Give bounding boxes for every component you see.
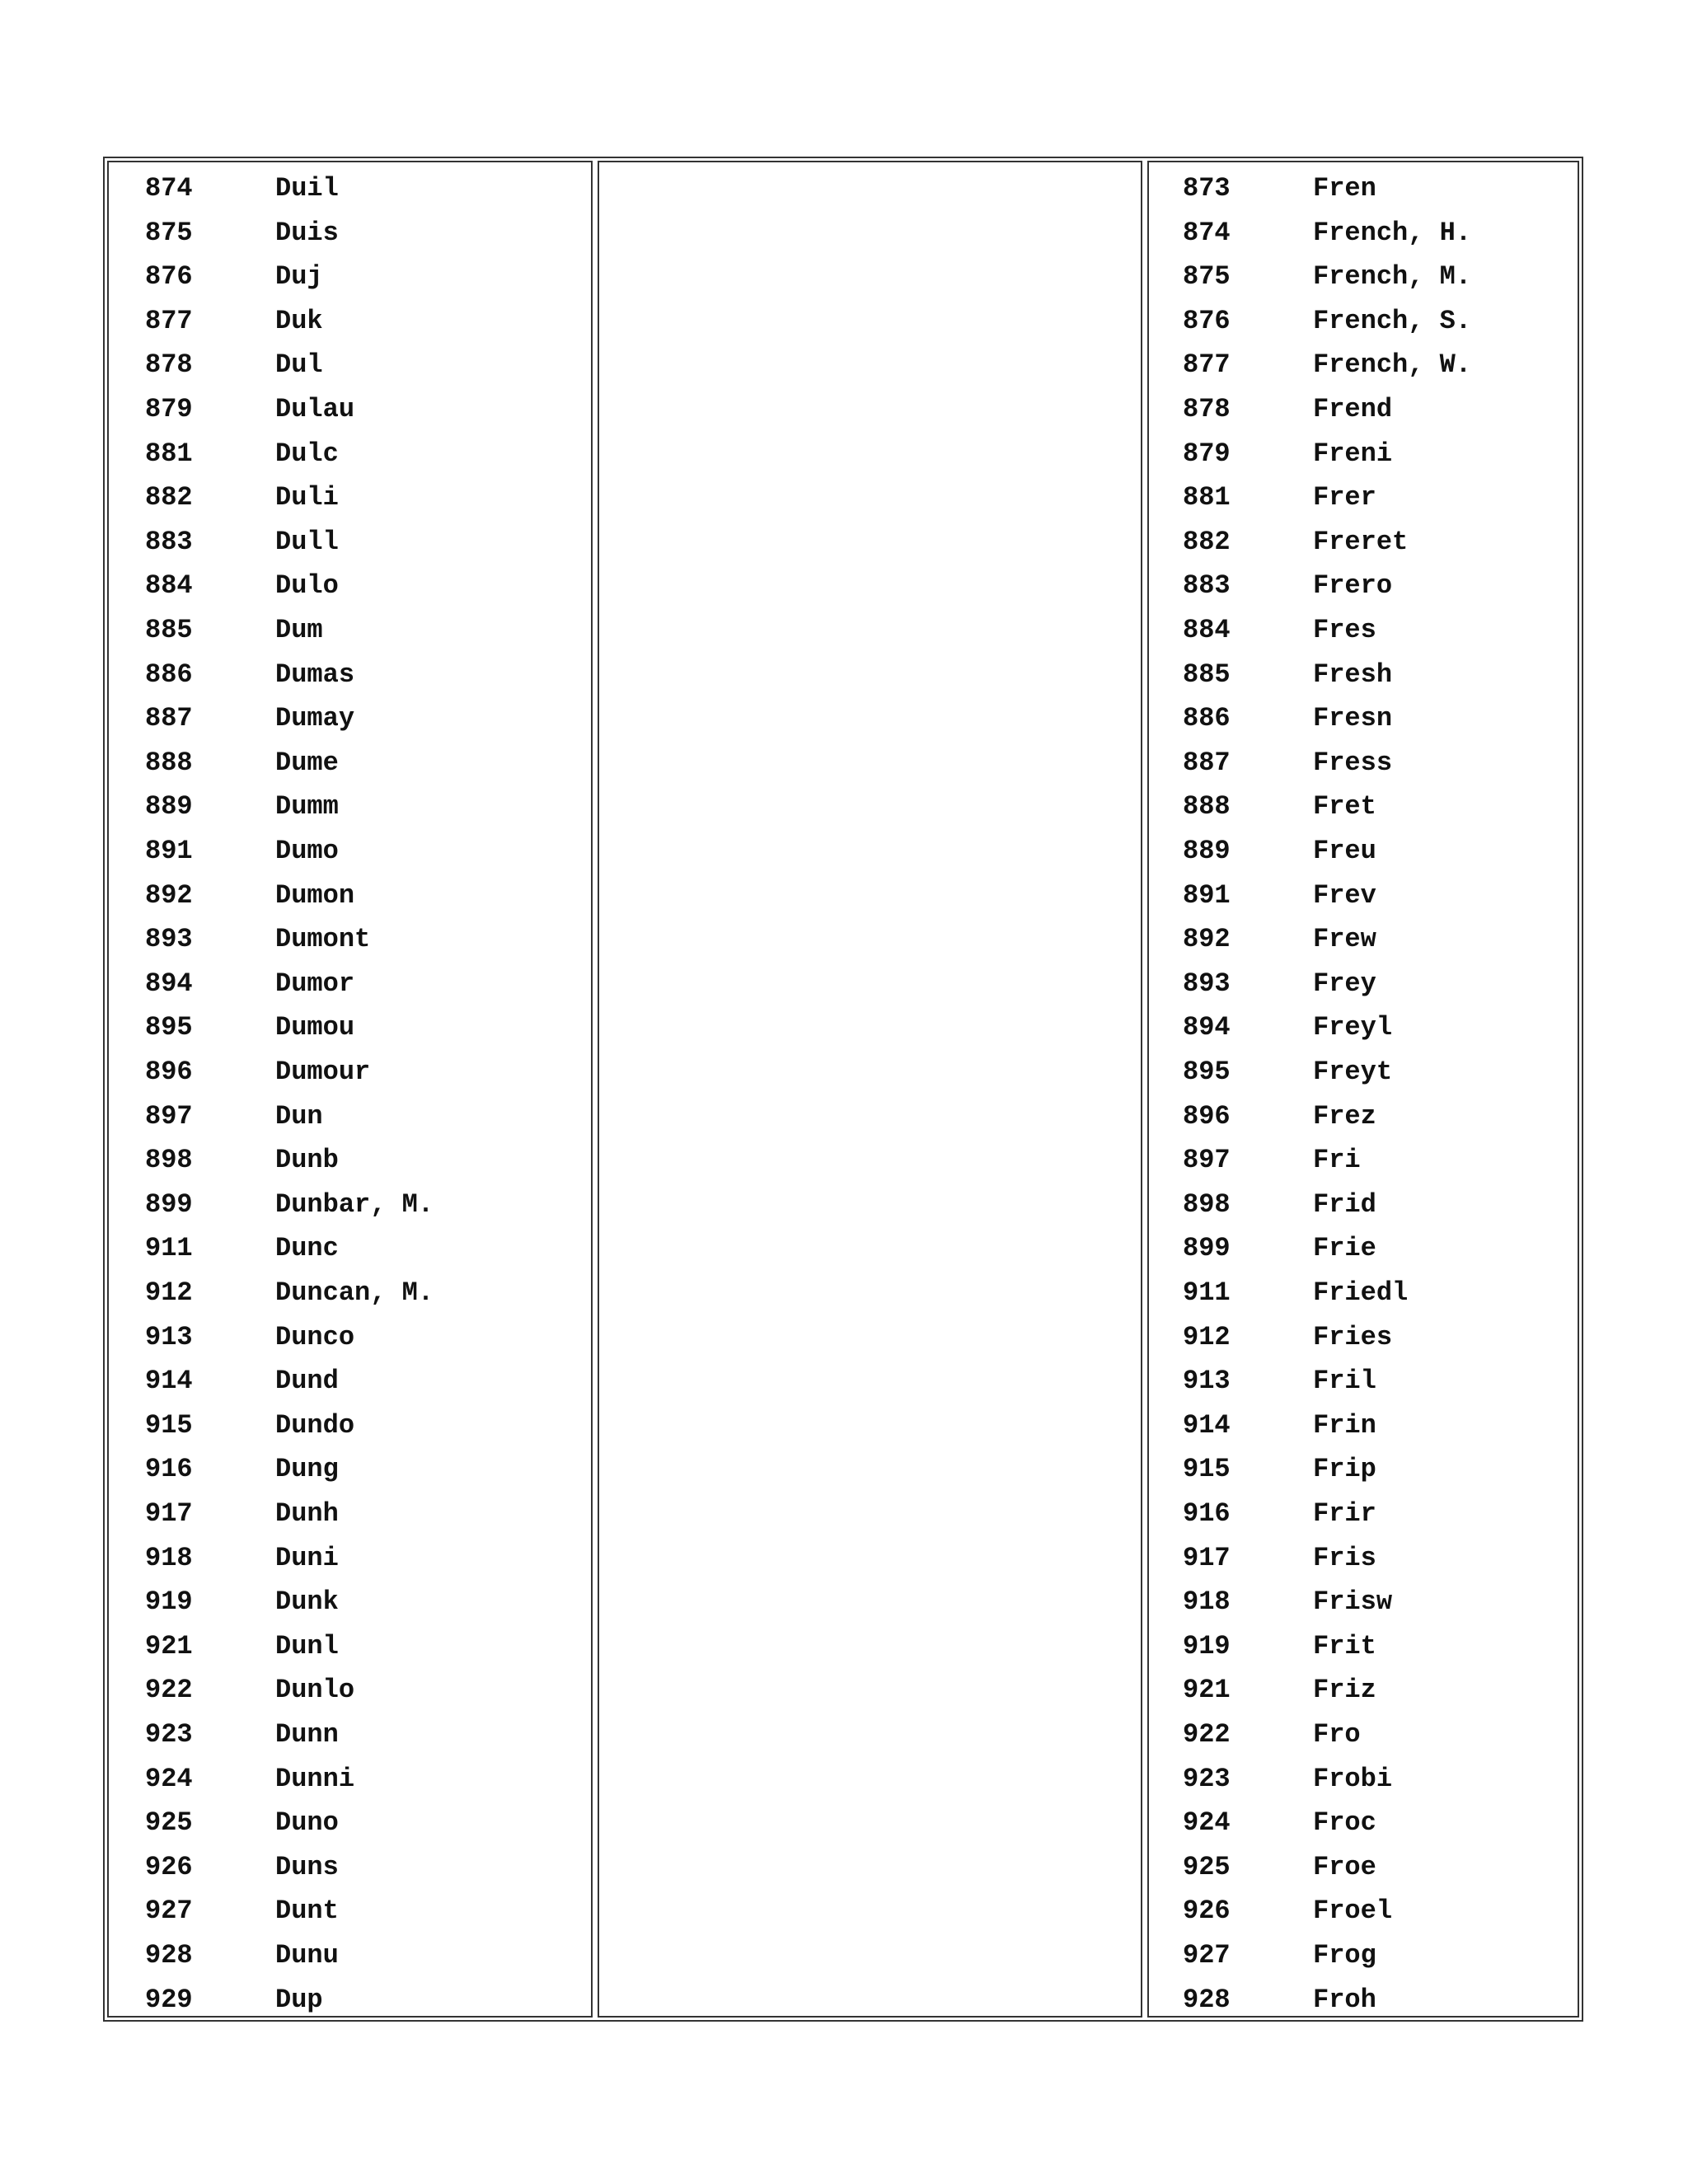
left-entry-row <box>145 432 539 476</box>
entry-number: 882 <box>1183 526 1231 557</box>
right-entry-row <box>1183 1005 1577 1050</box>
right-entry-row <box>1183 1271 1577 1315</box>
entry-name: Fret <box>1313 791 1376 823</box>
left-entry-row <box>145 1094 539 1139</box>
entry-number: 893 <box>1183 968 1231 999</box>
right-entry-row <box>1183 564 1577 608</box>
entry-name: Fresn <box>1313 703 1393 734</box>
entry-number: 918 <box>145 1542 193 1573</box>
right-entry-row <box>1183 1138 1577 1183</box>
entry-number: 923 <box>145 1719 193 1750</box>
entry-number: 898 <box>1183 1188 1231 1220</box>
right-entry-row <box>1183 1933 1577 1978</box>
entry-name: Fro <box>1313 1719 1361 1750</box>
right-entry-row <box>1183 917 1577 962</box>
right-entry-row <box>1183 829 1577 874</box>
right-entry-row <box>1183 432 1577 476</box>
entry-name: Dulc <box>275 438 339 469</box>
entry-number: 895 <box>145 1012 193 1043</box>
entry-number: 915 <box>145 1409 193 1441</box>
entry-number: 899 <box>145 1188 193 1220</box>
right-entry-row <box>1183 387 1577 432</box>
entry-number: 883 <box>145 526 193 557</box>
left-entry-row <box>145 653 539 697</box>
right-entry-row <box>1183 476 1577 520</box>
entry-number: 891 <box>1183 879 1231 911</box>
entry-number: 913 <box>1183 1366 1231 1397</box>
entry-number: 883 <box>1183 570 1231 602</box>
right-entry-row <box>1183 1315 1577 1360</box>
right-entry-row <box>1183 1183 1577 1227</box>
entry-number: 921 <box>1183 1675 1231 1706</box>
entry-number: 917 <box>145 1498 193 1529</box>
entry-number: 887 <box>1183 747 1231 778</box>
entry-number: 915 <box>1183 1454 1231 1485</box>
entry-name: Duj <box>275 261 323 293</box>
entry-number: 917 <box>1183 1542 1231 1573</box>
right-entry-row <box>1183 1978 1577 2022</box>
entry-number: 874 <box>1183 217 1231 248</box>
left-entry-row <box>145 1226 539 1271</box>
entry-name: Frey <box>1313 968 1376 999</box>
entry-number: 922 <box>145 1675 193 1706</box>
entry-number: 896 <box>1183 1100 1231 1132</box>
entry-number: 897 <box>1183 1145 1231 1176</box>
entry-number: 892 <box>1183 924 1231 955</box>
entry-number: 875 <box>1183 261 1231 293</box>
right-entry-row <box>1183 1404 1577 1448</box>
entry-name: Duns <box>275 1851 339 1882</box>
right-entry-row <box>1183 1757 1577 1802</box>
entry-number: 918 <box>1183 1586 1231 1618</box>
left-entry-row <box>145 1138 539 1183</box>
entry-name: Dunu <box>275 1940 339 1971</box>
right-entry-row <box>1183 1094 1577 1139</box>
right-entry-row <box>1183 653 1577 697</box>
left-entry-row <box>145 1050 539 1094</box>
entry-number: 929 <box>145 1984 193 2015</box>
right-entry-row <box>1183 299 1577 344</box>
entry-number: 878 <box>145 349 193 381</box>
entry-name: French, H. <box>1313 217 1472 248</box>
entry-number: 888 <box>145 747 193 778</box>
left-entry-row <box>145 696 539 741</box>
entry-name: Freni <box>1313 438 1393 469</box>
entry-name: French, S. <box>1313 305 1472 336</box>
entry-name: Fris <box>1313 1542 1376 1573</box>
entry-number: 879 <box>145 394 193 424</box>
left-entry-row <box>145 476 539 520</box>
entry-number: 926 <box>1183 1896 1231 1927</box>
entry-number: 892 <box>145 879 193 911</box>
left-entry-row <box>145 829 539 874</box>
entry-number: 876 <box>145 261 193 293</box>
left-entry-row <box>145 520 539 565</box>
entry-name: Dumont <box>275 924 371 955</box>
left-entry-row <box>145 1005 539 1050</box>
entry-number: 928 <box>1183 1984 1231 2015</box>
left-entry-row <box>145 874 539 918</box>
entry-number: 878 <box>1183 394 1231 424</box>
entry-name: Frobi <box>1313 1763 1393 1794</box>
left-entry-row <box>145 608 539 653</box>
entry-name: Dunl <box>275 1630 339 1661</box>
left-entry-row <box>145 1492 539 1536</box>
left-entry-row <box>145 387 539 432</box>
entry-name: Dulo <box>275 570 339 602</box>
entry-name: Dunk <box>275 1586 339 1618</box>
right-entry-row <box>1183 696 1577 741</box>
left-entry-row <box>145 564 539 608</box>
entry-number: 925 <box>1183 1851 1231 1882</box>
entry-number: 893 <box>145 924 193 955</box>
entry-name: Dumo <box>275 836 339 866</box>
entry-number: 916 <box>1183 1498 1231 1529</box>
entry-number: 912 <box>1183 1321 1231 1352</box>
left-entry-row <box>145 1801 539 1845</box>
left-entry-row <box>145 1845 539 1890</box>
right-entry-row <box>1183 166 1577 211</box>
entry-number: 913 <box>145 1321 193 1352</box>
entry-number: 897 <box>145 1100 193 1132</box>
entry-number: 924 <box>1183 1807 1231 1839</box>
right-entry-row <box>1183 962 1577 1006</box>
entry-name: Dumm <box>275 791 339 823</box>
entry-number: 928 <box>145 1940 193 1971</box>
entry-name: Dunco <box>275 1321 355 1352</box>
entry-number: 894 <box>145 968 193 999</box>
entry-name: Duncan, M. <box>275 1277 434 1308</box>
entry-name: Frit <box>1313 1630 1376 1661</box>
entry-number: 889 <box>145 791 193 823</box>
entry-name: Fril <box>1313 1366 1376 1397</box>
entry-number: 888 <box>1183 791 1231 823</box>
entry-name: Fress <box>1313 747 1393 778</box>
entry-name: Dunh <box>275 1498 339 1529</box>
left-entry-row <box>145 917 539 962</box>
entry-number: 921 <box>145 1630 193 1661</box>
entry-number: 891 <box>145 836 193 866</box>
entry-number: 926 <box>145 1851 193 1882</box>
entry-number: 886 <box>1183 703 1231 734</box>
entry-number: 927 <box>1183 1940 1231 1971</box>
entry-number: 924 <box>145 1763 193 1794</box>
entry-name: Dup <box>275 1984 323 2015</box>
entry-number: 887 <box>145 703 193 734</box>
entry-name: Dumour <box>275 1057 371 1087</box>
right-entry-row <box>1183 1580 1577 1624</box>
right-entry-row <box>1183 785 1577 829</box>
entry-number: 881 <box>1183 482 1231 513</box>
right-entry-row <box>1183 1050 1577 1094</box>
entry-name: Fren <box>1313 173 1376 204</box>
entry-name: Duk <box>275 305 323 336</box>
entry-name: Frie <box>1313 1233 1376 1264</box>
entry-number: 896 <box>145 1057 193 1087</box>
entry-number: 881 <box>145 438 193 469</box>
entry-name: Duis <box>275 217 339 248</box>
entry-name: Freret <box>1313 526 1409 557</box>
left-entry-row <box>145 1624 539 1669</box>
entry-name: Dum <box>275 615 323 645</box>
entry-name: Duni <box>275 1542 339 1573</box>
right-entry-row <box>1183 211 1577 255</box>
entry-name: Fres <box>1313 615 1376 645</box>
left-entry-row <box>145 1183 539 1227</box>
entry-name: Duil <box>275 173 339 204</box>
entry-name: Frer <box>1313 482 1376 513</box>
entry-number: 899 <box>1183 1233 1231 1264</box>
left-entry-row <box>145 1536 539 1581</box>
entry-number: 912 <box>145 1277 193 1308</box>
entry-name: Dumas <box>275 658 355 690</box>
entry-name: Frev <box>1313 879 1376 911</box>
entry-name: Frez <box>1313 1100 1376 1132</box>
right-entry-row <box>1183 874 1577 918</box>
entry-number: 884 <box>145 570 193 602</box>
entry-name: Duli <box>275 482 339 513</box>
entry-number: 874 <box>145 173 193 204</box>
entry-number: 885 <box>1183 658 1231 690</box>
right-entry-row <box>1183 1801 1577 1845</box>
entry-name: Friedl <box>1313 1277 1409 1308</box>
left-entry-row <box>145 255 539 299</box>
right-entry-row <box>1183 1359 1577 1404</box>
entry-name: Dul <box>275 349 323 381</box>
entry-number: 898 <box>145 1145 193 1176</box>
entry-number: 889 <box>1183 836 1231 866</box>
entry-name: Dunni <box>275 1763 355 1794</box>
entry-name: Froe <box>1313 1851 1376 1882</box>
left-entry-row <box>145 1315 539 1360</box>
left-entry-row <box>145 1978 539 2022</box>
entry-name: Froh <box>1313 1984 1376 2015</box>
entry-number: 927 <box>145 1896 193 1927</box>
left-entry-row <box>145 166 539 211</box>
right-entry-row <box>1183 608 1577 653</box>
entry-name: Frisw <box>1313 1586 1393 1618</box>
entry-number: 894 <box>1183 1012 1231 1043</box>
entry-number: 923 <box>1183 1763 1231 1794</box>
entry-name: Frir <box>1313 1498 1376 1529</box>
entry-name: Dun <box>275 1100 323 1132</box>
entry-name: Freyl <box>1313 1012 1393 1043</box>
middle-column-panel <box>598 161 1142 2018</box>
left-entry-row <box>145 211 539 255</box>
left-entry-row <box>145 1580 539 1624</box>
left-entry-row <box>145 1447 539 1492</box>
entry-name: Dumou <box>275 1012 355 1043</box>
entry-name: Dumor <box>275 968 355 999</box>
entry-name: Freu <box>1313 836 1376 866</box>
left-entry-row <box>145 343 539 387</box>
entry-number: 914 <box>145 1366 193 1397</box>
entry-number: 886 <box>145 658 193 690</box>
entry-number: 882 <box>145 482 193 513</box>
entry-number: 884 <box>1183 615 1231 645</box>
entry-name: Frid <box>1313 1188 1376 1220</box>
entry-number: 922 <box>1183 1719 1231 1750</box>
right-entry-row <box>1183 1624 1577 1669</box>
entry-number: 885 <box>145 615 193 645</box>
entry-number: 873 <box>1183 173 1231 204</box>
entry-name: Frin <box>1313 1409 1376 1441</box>
entry-name: Dunc <box>275 1233 339 1264</box>
right-entry-row <box>1183 1536 1577 1581</box>
left-entry-row <box>145 1713 539 1757</box>
right-entry-row <box>1183 741 1577 785</box>
entry-name: Frip <box>1313 1454 1376 1485</box>
entry-name: French, M. <box>1313 261 1472 293</box>
entry-name: Dunbar, M. <box>275 1188 434 1220</box>
left-entry-row <box>145 299 539 344</box>
left-entry-row <box>145 741 539 785</box>
entry-name: Dunb <box>275 1145 339 1176</box>
entry-name: Fresh <box>1313 658 1393 690</box>
entry-number: 925 <box>145 1807 193 1839</box>
entry-name: Fri <box>1313 1145 1361 1176</box>
left-entry-row <box>145 1271 539 1315</box>
left-entry-row <box>145 785 539 829</box>
entry-number: 877 <box>1183 349 1231 381</box>
right-entry-row <box>1183 520 1577 565</box>
right-entry-row <box>1183 255 1577 299</box>
left-entry-row <box>145 962 539 1006</box>
right-entry-row <box>1183 1889 1577 1933</box>
entry-name: Friz <box>1313 1675 1376 1706</box>
entry-name: Frend <box>1313 394 1393 424</box>
entry-number: 911 <box>1183 1277 1231 1308</box>
right-entry-row <box>1183 1668 1577 1713</box>
entry-number: 919 <box>1183 1630 1231 1661</box>
right-entry-row <box>1183 1713 1577 1757</box>
entry-number: 877 <box>145 305 193 336</box>
entry-name: Dung <box>275 1454 339 1485</box>
entry-name: French, W. <box>1313 349 1472 381</box>
entry-name: Dumon <box>275 879 355 911</box>
entry-name: Dulau <box>275 394 355 424</box>
left-entry-row <box>145 1404 539 1448</box>
entry-name: Fries <box>1313 1321 1393 1352</box>
right-entry-row <box>1183 1492 1577 1536</box>
entry-name: Frog <box>1313 1940 1376 1971</box>
right-entry-row <box>1183 343 1577 387</box>
right-entry-row <box>1183 1845 1577 1890</box>
entry-name: Dunt <box>275 1896 339 1927</box>
entry-number: 876 <box>1183 305 1231 336</box>
entry-name: Frew <box>1313 924 1376 955</box>
entry-name: Dunn <box>275 1719 339 1750</box>
entry-number: 895 <box>1183 1057 1231 1087</box>
left-entry-row <box>145 1359 539 1404</box>
entry-number: 916 <box>145 1454 193 1485</box>
entry-number: 879 <box>1183 438 1231 469</box>
entry-number: 875 <box>145 217 193 248</box>
right-entry-row <box>1183 1447 1577 1492</box>
right-entry-row <box>1183 1226 1577 1271</box>
entry-number: 911 <box>145 1233 193 1264</box>
entry-number: 914 <box>1183 1409 1231 1441</box>
entry-name: Froel <box>1313 1896 1393 1927</box>
entry-name: Dumay <box>275 703 355 734</box>
entry-name: Froc <box>1313 1807 1376 1839</box>
entry-name: Dume <box>275 747 339 778</box>
entry-name: Frero <box>1313 570 1393 602</box>
left-entry-row <box>145 1889 539 1933</box>
left-entry-row <box>145 1668 539 1713</box>
entry-name: Dull <box>275 526 339 557</box>
entry-name: Dundo <box>275 1409 355 1441</box>
left-entry-row <box>145 1933 539 1978</box>
entry-name: Dund <box>275 1366 339 1397</box>
entry-name: Dunlo <box>275 1675 355 1706</box>
entry-name: Freyt <box>1313 1057 1393 1087</box>
left-entry-row <box>145 1757 539 1802</box>
entry-name: Duno <box>275 1807 339 1839</box>
entry-number: 919 <box>145 1586 193 1618</box>
